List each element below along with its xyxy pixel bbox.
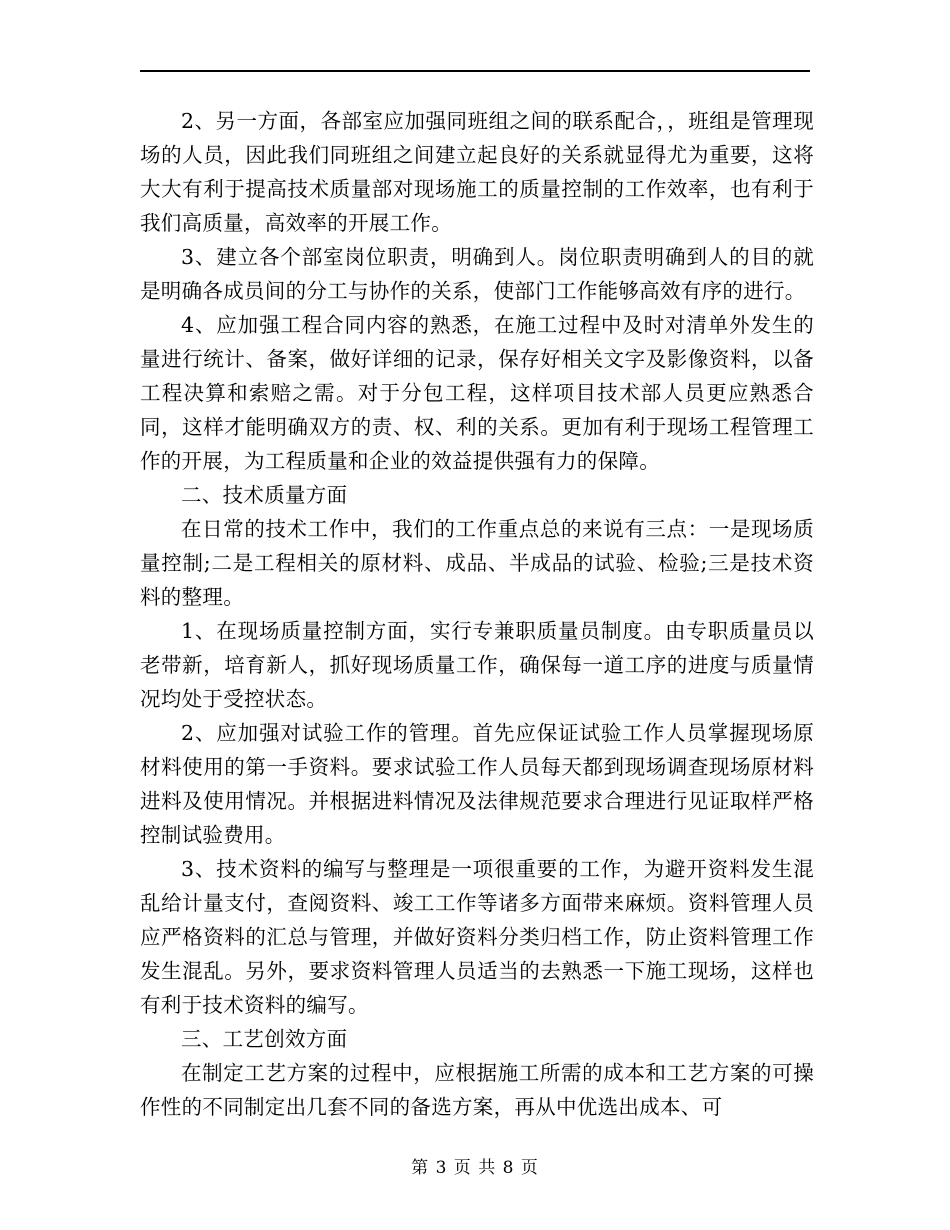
paragraph: 4、应加强工程合同内容的熟悉，在施工过程中及时对清单外发生的量进行统计、备案，做好详细的记录，保存好相关文字及影像资料，以备工程决算和索赔之需。对于分包工程，这样项目技术部人员更应熟悉合同，这样才能明确双方的责、权、利的关系。更加有利于现场工程管理工作的开展，为工程质量和企业的效益提供强有力的保障。 [140, 313, 814, 473]
paragraph: 2、应加强对试验工作的管理。首先应保证试验工作人员掌握现场原材料使用的第一手资料。要求试验工作人员每天都到现场调查现场原材料进料及使用情况。并根据进料情况及法律规范要求合理进行见证取样严格控制试验费用。 [140, 721, 814, 847]
page-number-footer: 第 3 页 共 8 页 [411, 1158, 539, 1178]
paragraph: 1、在现场质量控制方面，实行专兼职质量员制度。由专职质量员以老带新，培育新人，抓好现场质量工作，确保每一道工序的进度与质量情况均处于受控状态。 [140, 619, 814, 711]
header-rule [140, 70, 810, 72]
paragraph: 在日常的技术工作中，我们的工作重点总的来说有三点：一是现场质量控制;二是工程相关的原材料、成品、半成品的试验、检验;三是技术资料的整理。 [140, 517, 814, 609]
paragraph: 在制定工艺方案的过程中，应根据施工所需的成本和工艺方案的可操作性的不同制定出几套不同的备选方案，再从中优选出成本、可 [140, 1061, 814, 1119]
paragraph: 3、技术资料的编写与整理是一项很重要的工作，为避开资料发生混乱给计量支付，查阅资料、竣工工作等诸多方面带来麻烦。资料管理人员应严格资料的汇总与管理，并做好资料分类归档工作，防止资料管理工作发生混乱。另外，要求资料管理人员适当的去熟悉一下施工现场，这样也有利于技术资料的编写。 [140, 857, 814, 1017]
section-heading: 二、技术质量方面 [181, 483, 348, 507]
paragraph: 2、另一方面，各部室应加强同班组之间的联系配合，，班组是管理现场的人员，因此我们同班组之间建立起良好的关系就显得尤为重要，这将大大有利于提高技术质量部对现场施工的质量控制的工作效率，也有利于我们高质量，高效率的开展工作。 [140, 109, 814, 235]
paragraph: 3、建立各个部室岗位职责，明确到人。岗位职责明确到人的目的就是明确各成员间的分工与协作的关系，使部门工作能够高效有序的进行。 [140, 245, 814, 303]
section-heading: 三、工艺创效方面 [181, 1027, 348, 1051]
document-body [140, 104, 814, 1124]
